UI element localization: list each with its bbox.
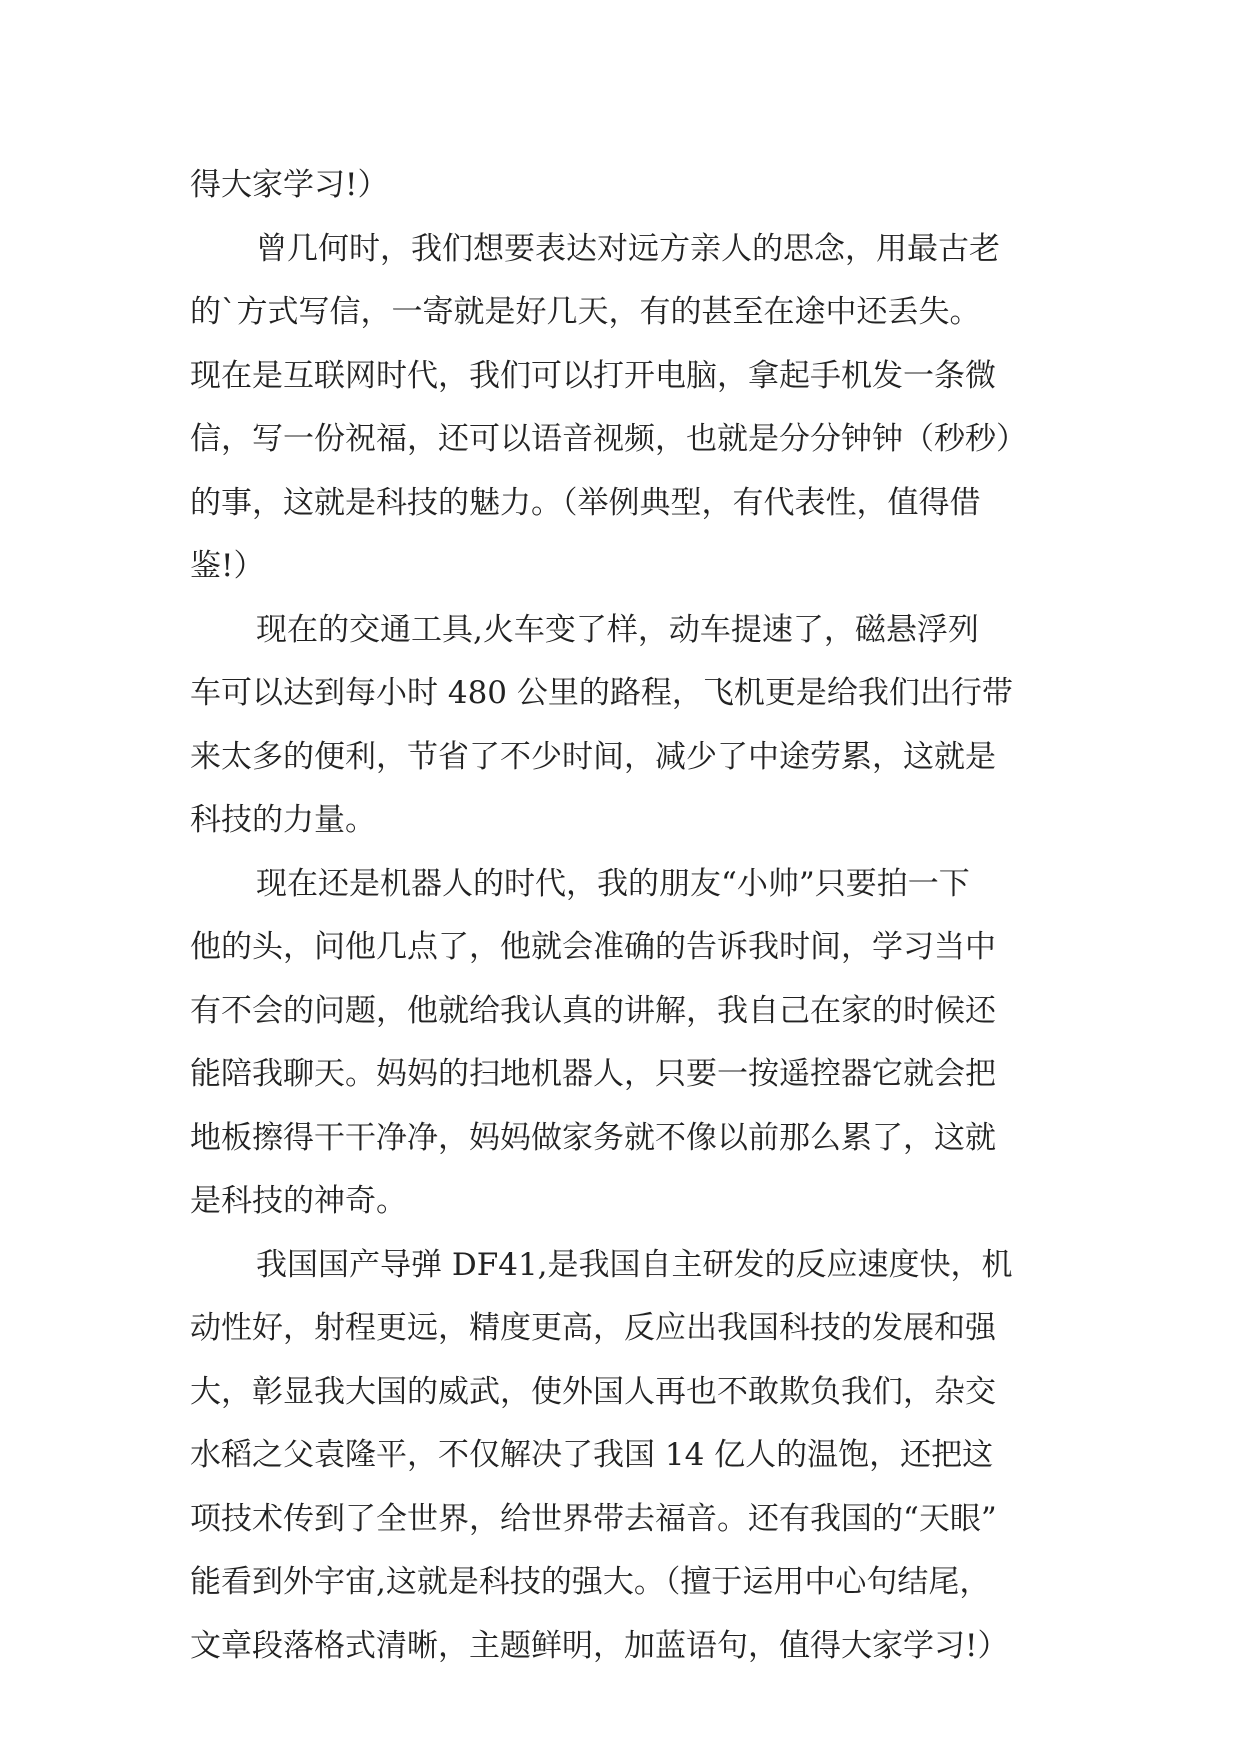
text-line: 鉴!） <box>190 548 265 584</box>
text-line: 能陪我聊天。妈妈的扫地机器人，只要一按遥控器它就会把 <box>190 1056 996 1092</box>
text-line: 科技的力量。 <box>190 802 376 838</box>
text-line: 是科技的神奇。 <box>190 1183 407 1219</box>
paragraph-first-line: 现在还是机器人的时代，我的朋友“小帅”只要拍一下 <box>256 865 970 902</box>
text-line: 大，彰显我大国的威武，使外国人再也不敢欺负我们，杂交 <box>190 1373 996 1410</box>
text-line: 能看到外宇宙,这就是科技的强大。（擅于运用中心句结尾， <box>190 1564 991 1600</box>
text-line: 的事，这就是科技的魅力。（举例典型，有代表性，值得借 <box>190 484 981 521</box>
text-line: 的`方式写信，一寄就是好几天，有的甚至在途中还丢失。 <box>190 294 981 330</box>
text-line: 项技术传到了全世界，给世界带去福音。还有我国的“天眼” <box>190 1500 997 1537</box>
text-line: 文章段落格式清晰，主题鲜明，加蓝语句，值得大家学习!） <box>190 1627 1009 1664</box>
text-line: 信，写一份祝福，还可以语音视频，也就是分分钟钟（秒秒） <box>190 421 1027 457</box>
text-line: 得大家学习!） <box>190 167 389 203</box>
text-line: 现在是互联网时代，我们可以打开电脑，拿起手机发一条微 <box>190 357 996 394</box>
text-line: 地板擦得干干净净，妈妈做家务就不像以前那么累了，这就 <box>190 1119 996 1156</box>
text-line: 来太多的便利，节省了不少时间，减少了中途劳累，这就是 <box>190 738 996 775</box>
text-line: 水稻之父袁隆平，不仅解决了我国 14 亿人的温饱，还把这 <box>190 1437 994 1473</box>
text-line: 有不会的问题，他就给我认真的讲解，我自己在家的时候还 <box>190 992 996 1029</box>
paragraph-first-line: 我国国产导弹 DF41,是我国自主研发的反应速度快，机 <box>256 1246 1013 1283</box>
paragraph-first-line: 现在的交通工具,火车变了样，动车提速了，磁悬浮列 <box>256 611 979 648</box>
text-line: 车可以达到每小时 480 公里的路程，飞机更是给我们出行带 <box>190 675 1013 711</box>
text-line: 他的头，问他几点了，他就会准确的告诉我时间，学习当中 <box>190 929 996 965</box>
essay-body <box>190 154 1070 1678</box>
text-line: 动性好，射程更远，精度更高，反应出我国科技的发展和强 <box>190 1310 996 1346</box>
paragraph-first-line: 曾几何时，我们想要表达对远方亲人的思念，用最古老 <box>256 230 1000 267</box>
